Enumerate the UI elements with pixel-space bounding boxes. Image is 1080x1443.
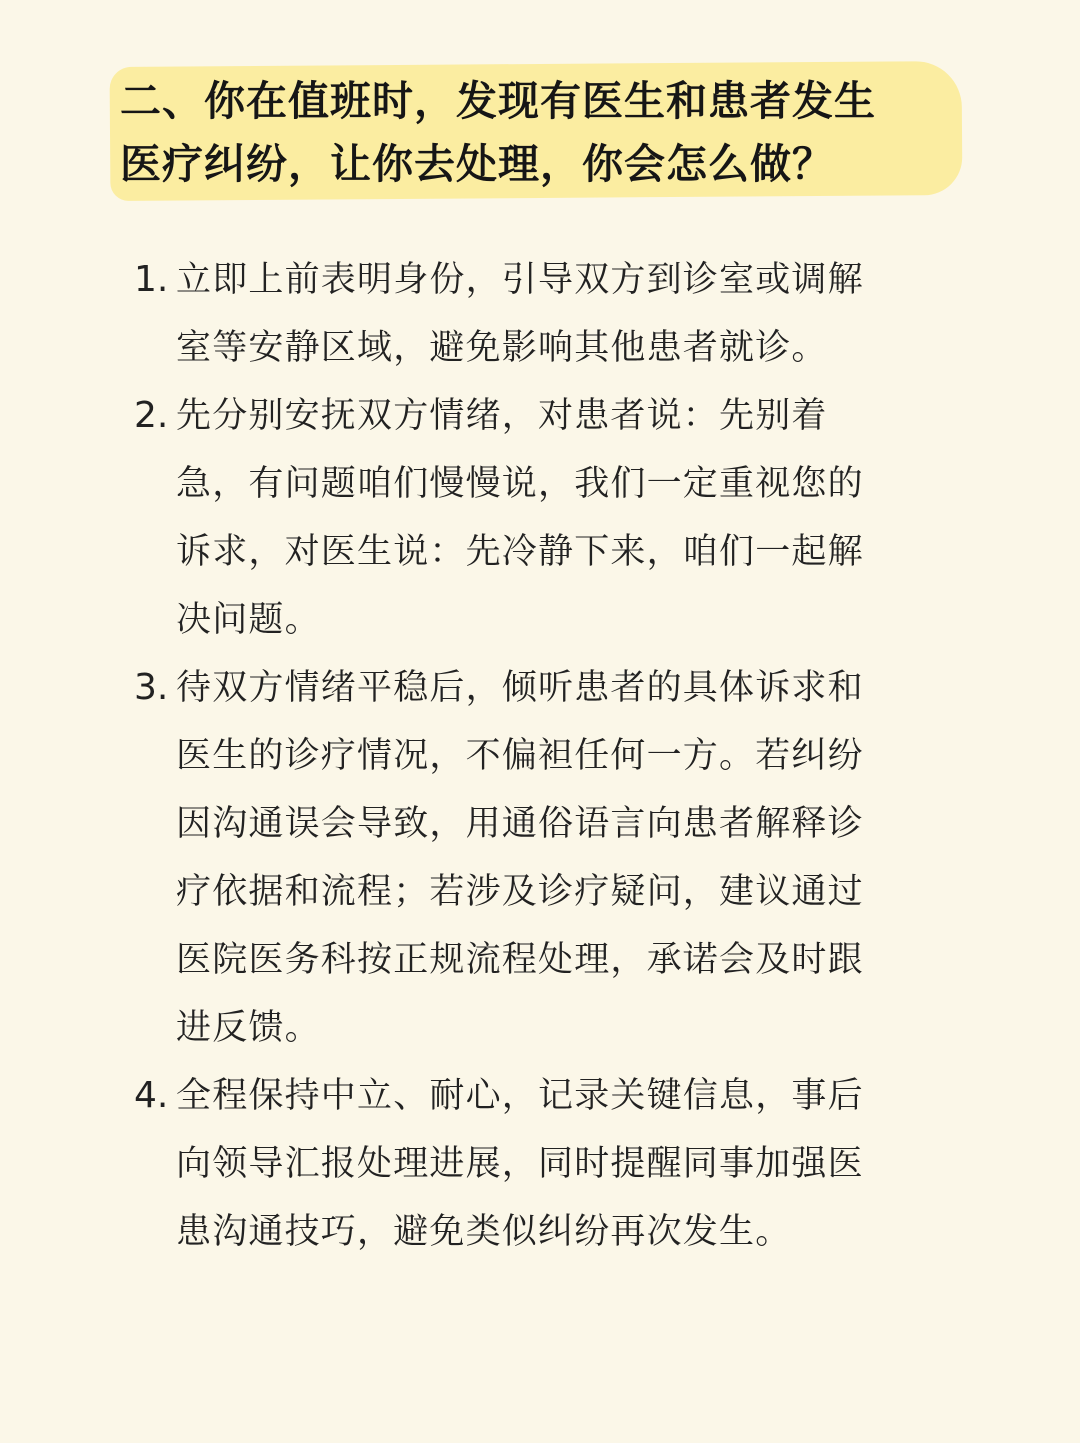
item-text-line: 疗依据和流程；若涉及诊疗疑问，建议通过: [176, 872, 864, 912]
page-title: [120, 70, 950, 196]
item-text-line: 立即上前表明身份，引导双方到诊室或调解: [176, 260, 864, 300]
item-text-line: 决问题。: [176, 600, 321, 640]
answer-list: [132, 246, 952, 1266]
item-text-line: 因沟通误会导致，用通俗语言向患者解释诊: [176, 804, 864, 844]
list-item: [132, 246, 952, 382]
item-text-line: 患沟通技巧，避免类似纠纷再次发生。: [176, 1212, 792, 1252]
item-text-line: 急，有问题咱们慢慢说，我们一定重视您的: [176, 464, 864, 504]
item-text-line: 医生的诊疗情况，不偏袒任何一方。若纠纷: [176, 736, 864, 776]
title-line: 二、你在值班时，发现有医生和患者发生: [120, 77, 876, 125]
item-number: 4.: [134, 1075, 169, 1116]
item-text-line: 进反馈。: [176, 1008, 321, 1048]
item-text-line: 诉求，对医生说：先冷静下来，咱们一起解: [176, 532, 864, 572]
item-text-line: 待双方情绪平稳后，倾听患者的具体诉求和: [176, 668, 864, 708]
item-text-line: 先分别安抚双方情绪，对患者说：先别着: [176, 396, 828, 436]
item-text-line: 向领导汇报处理进展，同时提醒同事加强医: [176, 1144, 864, 1184]
list-item: [132, 654, 952, 1062]
list-item: [132, 382, 952, 654]
item-text-line: 全程保持中立、耐心，记录关键信息，事后: [176, 1076, 864, 1116]
item-number: 2.: [134, 395, 169, 436]
item-number: 3.: [134, 667, 169, 708]
item-text-line: 医院医务科按正规流程处理，承诺会及时跟: [176, 940, 864, 980]
list-item: [132, 1062, 952, 1266]
item-number: 1.: [134, 259, 169, 300]
title-line: 医疗纠纷，让你去处理，你会怎么做？: [120, 140, 834, 188]
item-text-line: 室等安静区域，避免影响其他患者就诊。: [176, 328, 828, 368]
